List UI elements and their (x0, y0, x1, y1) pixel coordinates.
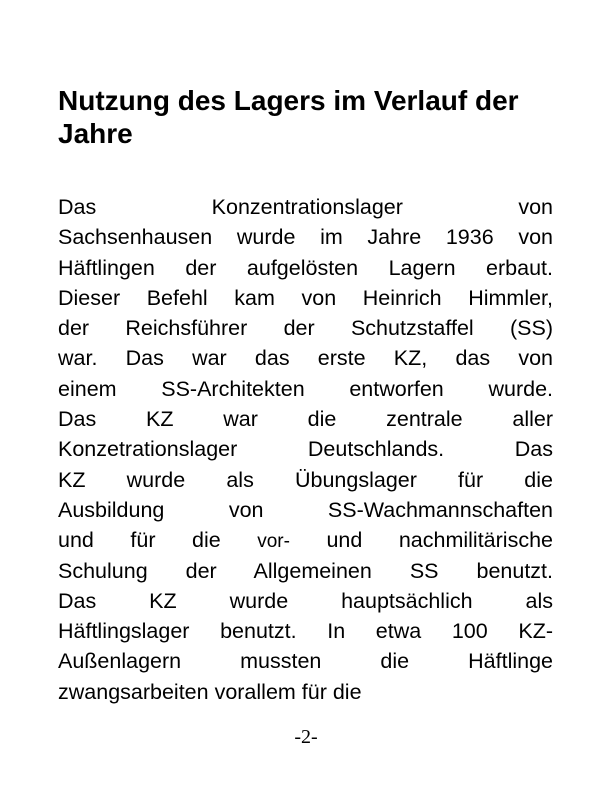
page-title: Nutzung des Lagers im Verlauf der Jahre (58, 85, 519, 149)
body-line: einem SS-Architekten entworfen wurde. (58, 376, 553, 401)
body-line-mixed (58, 525, 553, 555)
body-line: Außenlagern mussten die Häftlinge (58, 649, 553, 674)
body-line-last: zwangsarbeiten vorallem für die (58, 679, 362, 704)
body-line: Häftlingslager benutzt. In etwa 100 KZ- (58, 619, 553, 644)
body-line: Häftlingen der aufgelösten Lagern erbaut. (58, 255, 553, 280)
body-line: Dieser Befehl kam von Heinrich Himmler, (58, 285, 553, 310)
body-line: Konzetrationslager Deutschlands. Das (58, 437, 553, 462)
body-line: Das Konzentrationslager von (58, 195, 553, 219)
body-line: Sachsenhausen wurde im Jahre 1936 von (58, 225, 553, 250)
body-line: Schulung der Allgemeinen SS benutzt. (58, 558, 553, 583)
body-line: der Reichsführer der Schutzstaffel (SS) (58, 316, 553, 341)
body-paragraph (58, 192, 553, 707)
line-segment: und nachmilitärische (326, 528, 553, 553)
body-line: Das KZ wurde hauptsächlich als (58, 588, 553, 613)
body-line: KZ wurde als Übungslager für die (58, 467, 553, 492)
line-segment: und für die (58, 528, 221, 553)
body-line: Ausbildung von SS-Wachmannschaften (58, 497, 553, 522)
page-number: -2- (294, 726, 318, 748)
body-line: war. Das war das erste KZ, das von (58, 346, 553, 371)
line-segment-small: vor- (257, 531, 290, 553)
body-line: Das KZ war die zentrale aller (58, 407, 553, 432)
